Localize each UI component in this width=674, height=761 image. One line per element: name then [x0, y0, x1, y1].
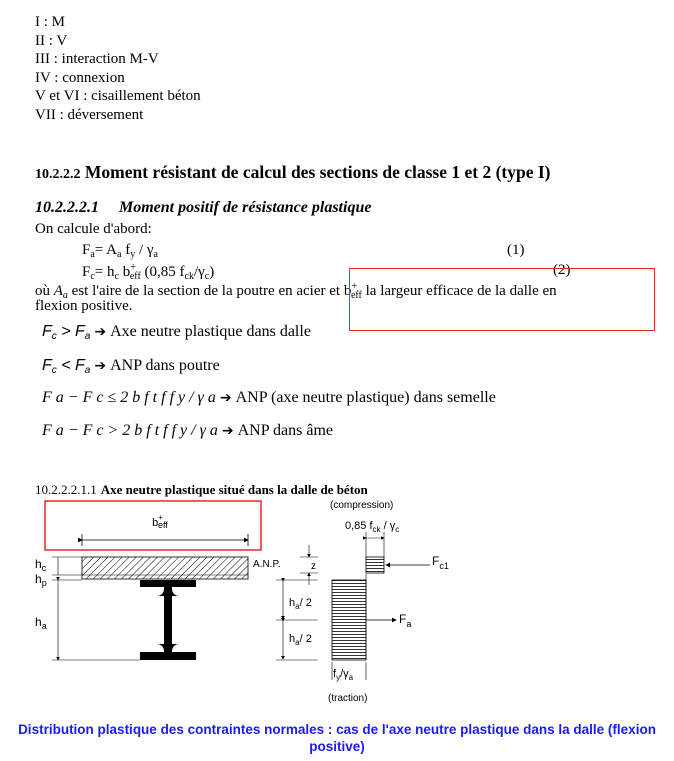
definition-text-line2: flexion positive.	[35, 298, 133, 314]
list-item: VII : déversement	[35, 106, 144, 123]
subsubsection-title: Axe neutre plastique situé dans la dalle de béton	[100, 482, 368, 497]
arrow-right-icon: ➔	[94, 358, 107, 374]
subsection-number: 10.2.2.2.1	[35, 199, 99, 216]
list-item: III : interaction M-V	[35, 51, 159, 67]
list-item: II : V	[35, 32, 68, 49]
subsection-title: Moment positif de résistance plastique	[119, 199, 372, 216]
compression-block	[366, 557, 384, 573]
condition-2: $F_c < F_a$ ➔ ANP dans poutre	[42, 357, 220, 376]
subsubsection-number: 10.2.2.2.1.1	[35, 482, 97, 497]
highlight-box	[349, 268, 655, 331]
equation-fc: $F_c= h_c$ $b^+_{eff}$ (0,85 $f_{ck}/\gamma_c$)	[82, 262, 215, 282]
arrow-right-icon: ➔	[219, 390, 232, 406]
list-item: V et VI : cisaillement béton	[35, 88, 201, 104]
section-number: 10.2.2.2	[35, 167, 81, 182]
hp-label: $h_p$	[35, 572, 47, 588]
figure-caption: Distribution plastique des contraintes normales : cas de l'axe neutre plastique dans la dalle (flexion positive)	[18, 722, 656, 754]
ha2-top-label: $h_a/$ 2	[289, 597, 312, 611]
equation-number-1: (1)	[507, 242, 525, 258]
fa-label: $F_a$	[399, 612, 412, 629]
stress-distribution-figure	[0, 495, 674, 710]
list-item: I : M	[35, 14, 65, 30]
definition-text: où $A_a$ est l'aire de la section de la poutre en acier et $b^+_{eff}$ la largeur efficace de la dalle en	[35, 281, 557, 301]
anp-label: A.N.P.	[253, 559, 281, 570]
compression-label: (compression)	[330, 500, 394, 511]
fy-label: $f_y/\gamma_a$	[333, 668, 354, 682]
equation-number-2: (2)	[553, 262, 571, 278]
condition-3: F a − F c ≤ 2 b f t f f y / γ a ➔ ANP (axe neutre plastique) dans semelle	[42, 389, 496, 406]
condition-1: $F_c > F_a$ ➔ Axe neutre plastique dans dalle	[42, 323, 311, 342]
section-title: Moment résistant de calcul des sections de classe 1 et 2 (type I)	[84, 162, 551, 182]
section-heading	[35, 162, 551, 183]
ha2-bottom-label: $h_a/$ 2	[289, 633, 312, 647]
steel-beam-web	[164, 587, 172, 653]
ha-label: $h_a$	[35, 615, 47, 631]
z-label: z	[311, 561, 316, 572]
cases-list	[35, 13, 201, 124]
steel-beam-bottom-flange	[140, 652, 196, 660]
equation-fa: $F_a= A_a$ $f_y / \gamma_a$	[82, 242, 158, 260]
traction-label: (traction)	[328, 693, 368, 704]
arrow-right-icon: ➔	[221, 423, 234, 439]
hc-label: $h_c$	[35, 557, 47, 573]
steel-beam-top-flange	[140, 580, 196, 587]
condition-4: F a − F c > 2 b f t f f y / γ a ➔ ANP dans âme	[42, 422, 333, 439]
fc1-label: $F_{c1}$	[432, 554, 449, 571]
tension-block	[332, 580, 366, 660]
list-item: IV : connexion	[35, 69, 125, 86]
intro-text: On calcule d'abord:	[35, 221, 152, 237]
arrow-right-icon: ➔	[94, 324, 107, 340]
beff-label: b+ eff	[152, 513, 168, 530]
concrete-slab	[82, 557, 248, 579]
subsection-heading	[35, 199, 371, 217]
fck-label: 0,85 $f_{ck} / \gamma_c$	[345, 520, 400, 534]
